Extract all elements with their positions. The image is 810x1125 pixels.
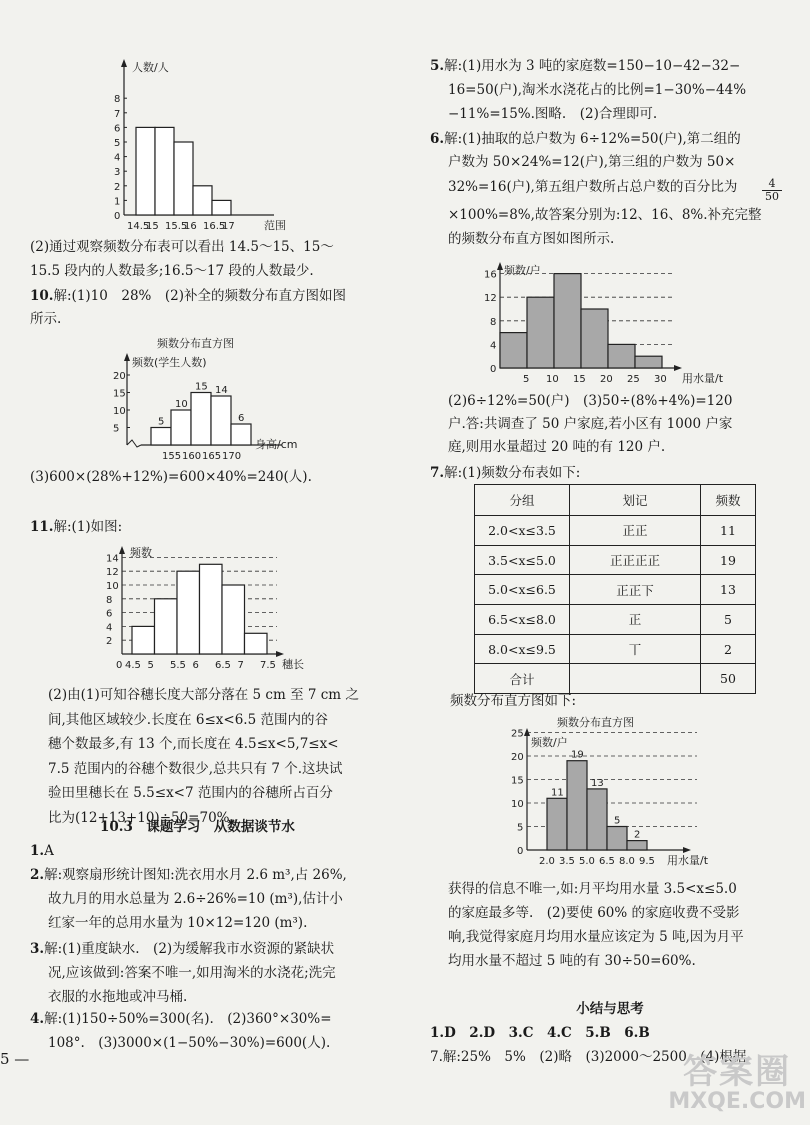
y-axis-arrow xyxy=(524,728,530,736)
table-row xyxy=(475,605,756,635)
summary-title: 小结与思考 xyxy=(576,1001,644,1017)
chart-title: 频数分布直方图 xyxy=(157,337,234,350)
text-line: 户.答:共调查了 50 户家庭,若小区有 1000 户家 xyxy=(448,416,733,432)
text-line: 解:(1)重度缺水. (2)为缓解我市水资源的紧缺状 xyxy=(44,941,335,957)
q9-text-line: (2)通过观察频数分布表可以看出 14.5～15、15～ xyxy=(30,239,334,255)
x-axis-label: 用水量/t xyxy=(667,854,709,867)
y-axis-label: 人数/人 xyxy=(132,61,169,74)
x-tick-label: 7.5 xyxy=(260,660,276,671)
y-tick-label: 12 xyxy=(106,567,119,579)
table-cell: 13 xyxy=(701,575,756,605)
y-axis-arrow xyxy=(124,353,130,361)
y-tick-label: 0 xyxy=(517,846,524,857)
histogram-bar xyxy=(212,200,231,215)
text-line: 比为(12+13+10)÷50=70%. xyxy=(48,809,234,826)
question-number: 6. xyxy=(430,131,445,147)
text-line: 16=50(户),淘米水浇花占的比例=1−30%−44% xyxy=(448,82,747,98)
table-cell: 50 xyxy=(701,664,756,694)
y-tick-label: 2 xyxy=(114,181,121,193)
histogram-bar xyxy=(607,827,627,851)
histogram-bar xyxy=(500,333,527,368)
histogram-bar xyxy=(191,393,211,446)
question-number: 5. xyxy=(430,58,445,74)
y-axis-arrow xyxy=(497,262,503,270)
y-tick-label: 1 xyxy=(114,196,121,208)
x-axis-label: 穗长 xyxy=(282,658,304,671)
histogram-bar xyxy=(608,344,635,368)
x-tick-label: 15 xyxy=(146,221,159,232)
x-tick-label: 6 xyxy=(192,660,199,671)
text-line: 故九月的用水总量为 2.6÷26%=10 (m³),估计小 xyxy=(48,891,343,907)
bar-data-label: 10 xyxy=(175,399,188,410)
text-line: 的家庭最多等. (2)要使 60% 的家庭收费不受影 xyxy=(448,905,740,921)
y-tick-label: 7 xyxy=(114,108,121,120)
question-number: 2. xyxy=(30,867,45,883)
text-line: 庭,则用水量超过 20 吨的有 120 户. xyxy=(448,439,666,455)
y-tick-label: 10 xyxy=(106,581,119,592)
table-cell: 2.0<x≤3.5 xyxy=(475,516,570,546)
x-tick-label: 30 xyxy=(654,374,667,385)
x-tick-label: 155 xyxy=(162,451,182,462)
frequency-table xyxy=(474,484,756,694)
y-tick-label: 3 xyxy=(114,167,121,179)
y-tick-label: 4 xyxy=(490,340,497,352)
text-line: −11%=15%.图略. (2)合理即可. xyxy=(448,106,658,122)
x-tick-label: 7 xyxy=(237,660,244,671)
table-header-cell: 频数 xyxy=(701,485,756,516)
table-cell: 6.5<x≤8.0 xyxy=(475,605,570,635)
x-tick-label: 5.0 xyxy=(579,856,595,867)
watermark-logo-text: 答案圈 xyxy=(683,1052,792,1092)
table-cell: 8.0<x≤9.5 xyxy=(475,634,570,664)
axis-break xyxy=(127,440,141,447)
x-tick-label: 170 xyxy=(222,451,242,462)
histogram-bar xyxy=(527,297,554,368)
bar-data-label: 6 xyxy=(238,413,245,424)
table-header-cell: 划记 xyxy=(570,485,701,516)
summary-answers: 1.D 2.D 3.C 4.C 5.B 6.B xyxy=(430,1025,650,1041)
y-tick-label: 10 xyxy=(113,406,126,417)
question-number: 3. xyxy=(30,941,45,957)
histogram-bar xyxy=(222,585,245,654)
text-line: 响,我觉得家庭月均用水量应该定为 5 吨,因为月平 xyxy=(448,929,744,945)
table-header-cell: 分组 xyxy=(475,485,570,516)
histogram-ear-length xyxy=(100,540,330,675)
histogram-bar xyxy=(151,428,171,446)
x-tick-label: 6.5 xyxy=(215,660,231,671)
x-axis-arrow xyxy=(276,651,284,657)
numbered-line xyxy=(30,866,347,884)
bar-data-label: 19 xyxy=(571,749,584,761)
table-row xyxy=(475,545,756,575)
y-tick-label: 16 xyxy=(484,269,497,281)
text-line: 况,应该做到:答案不唯一,如用淘米的水浇花;洗完 xyxy=(48,965,336,981)
x-tick-label: 160 xyxy=(182,451,202,462)
y-tick-label: 2 xyxy=(106,636,113,648)
numbered-line xyxy=(30,940,334,958)
x-axis-label: 范围 xyxy=(264,219,286,232)
histogram-water-usage-2 xyxy=(505,712,755,877)
y-tick-label: 20 xyxy=(113,371,126,382)
question-number: 10. xyxy=(30,288,54,304)
y-tick-label: 12 xyxy=(484,293,497,305)
text-line: 均用水量不超过 5 吨的有 30÷50=60%. xyxy=(448,953,696,969)
question-number: 7. xyxy=(430,465,445,481)
text-line: 32%=16(户),第五组户数所占总户数的百分比为 xyxy=(448,179,738,195)
bar-data-label: 5 xyxy=(614,815,621,827)
histogram-bar xyxy=(155,599,178,654)
text-line: 的频数分布直方图如图所示. xyxy=(448,231,615,247)
watermark xyxy=(668,1052,806,1117)
y-tick-label: 5 xyxy=(517,822,524,834)
table-row xyxy=(475,664,756,694)
histogram-bar xyxy=(136,127,155,215)
numbered-line xyxy=(30,1010,332,1028)
text-line: 解:观察扇形统计图知:洗衣用水月 2.6 m³,占 26%, xyxy=(44,867,347,883)
table-cell xyxy=(570,664,701,694)
x-tick-label: 8.0 xyxy=(619,856,635,867)
y-tick-label: 25 xyxy=(511,728,524,740)
summary-q7: 7.解:25% 5% (2)略 (3)2000～2500 (4)根据 xyxy=(430,1049,747,1065)
histogram-bar xyxy=(200,564,223,654)
text-line: 间,其他区域较少.长度在 6≤x<6.5 范围内的谷 xyxy=(48,711,328,728)
x-axis-label: 身高/cm xyxy=(255,438,298,451)
x-tick-label: 16.5 xyxy=(203,221,226,232)
histogram-bar xyxy=(547,798,567,850)
y-axis-label: 频数 xyxy=(130,546,152,559)
table-header-row xyxy=(475,485,756,516)
x-tick-label: 20 xyxy=(600,374,613,385)
y-axis-label: 频数/户 xyxy=(504,264,541,277)
y-tick-label: 0 xyxy=(490,364,497,375)
bar-data-label: 11 xyxy=(551,787,564,799)
table-row xyxy=(475,516,756,546)
histogram-bar xyxy=(171,410,191,445)
histogram-bar xyxy=(193,186,212,215)
y-axis-arrow xyxy=(121,59,127,67)
histogram-bar xyxy=(587,789,607,850)
x-tick-label: 17 xyxy=(222,221,235,232)
histogram-bar xyxy=(174,142,193,215)
table-cell: 19 xyxy=(701,545,756,575)
histogram-bar xyxy=(567,761,587,850)
y-tick-label: 8 xyxy=(106,594,113,606)
x-tick-label: 5 xyxy=(523,374,530,385)
page-number: 5 — xyxy=(0,1050,30,1068)
histogram-bar xyxy=(155,127,174,215)
table-cell: 合计 xyxy=(475,664,570,694)
y-tick-label: 14 xyxy=(106,553,119,565)
table-cell: 2 xyxy=(701,634,756,664)
x-axis-arrow xyxy=(674,365,682,371)
x-axis-arrow xyxy=(683,847,691,853)
text-line: 解:(1)150÷50%=300(名). (2)360°×30%= xyxy=(44,1011,332,1027)
bar-data-label: 2 xyxy=(634,829,641,841)
text-line: 解:(1)抽取的总户数为 6÷12%=50(户),第二组的 xyxy=(444,131,741,147)
x-tick-label: 16 xyxy=(184,221,197,232)
text-line: ×100%=8%,故答案分别为:12、16、8%.补充完整 xyxy=(448,207,762,223)
y-tick-label: 6 xyxy=(106,608,113,620)
x-tick-label: 4.5 xyxy=(125,660,141,671)
x-tick-label: 25 xyxy=(627,374,640,385)
x-tick-label: 6.5 xyxy=(599,856,615,867)
histogram-bar xyxy=(554,274,581,368)
table-cell: 5.0<x≤6.5 xyxy=(475,575,570,605)
table-cell: 3.5<x≤5.0 xyxy=(475,545,570,575)
q9-text-line: 15.5 段内的人数最多;16.5～17 段的人数最少. xyxy=(30,263,314,279)
histogram-height xyxy=(115,335,355,465)
text-line: (2)由(1)可知谷穗长度大部分落在 5 cm 至 7 cm 之 xyxy=(48,687,359,703)
text-line: (2)6÷12%=50(户) (3)50÷(8%+4%)=120 xyxy=(448,393,733,409)
x-tick-label: 9.5 xyxy=(639,856,655,867)
section-title: 10.3 课题学习 从数据谈节水 xyxy=(100,819,295,835)
text-line: 红家一年的总用水量为 10×12=120 (m³). xyxy=(48,915,308,931)
histogram-bar xyxy=(627,841,647,850)
table-cell: 正正正正 xyxy=(570,545,701,575)
y-tick-label: 8 xyxy=(114,94,121,106)
q10-text-line: 所示. xyxy=(30,311,62,327)
bar-data-label: 13 xyxy=(591,777,604,789)
x-tick-label: 14.5 xyxy=(127,221,150,232)
table-cell: 正 xyxy=(570,605,701,635)
histogram-age-range xyxy=(100,55,340,235)
histogram-bar xyxy=(231,424,251,445)
bar-data-label: 5 xyxy=(158,416,165,428)
bar-data-label: 15 xyxy=(195,381,208,393)
text-line: 验田里穗长在 5.5≤x<7 范围内的谷穗所占百分 xyxy=(48,785,333,801)
y-tick-label: 0 xyxy=(114,211,121,222)
histogram-water-usage xyxy=(484,258,730,388)
table-cell: 正正 xyxy=(570,516,701,546)
watermark-url: MXQE.COM xyxy=(668,1089,806,1114)
histogram-bar xyxy=(245,633,268,654)
question-number: 1. xyxy=(30,843,45,859)
q10-text-line: 解:(1)10 28% (2)补全的频数分布直方图如图 xyxy=(53,288,346,304)
histogram-bar xyxy=(581,309,608,368)
q10-text-line: (3)600×(28%+12%)=600×40%=240(人). xyxy=(30,469,312,485)
text-line: 获得的信息不唯一,如:月平均用水量 3.5<x≤5.0 xyxy=(448,881,737,897)
table-cell: 正正下 xyxy=(570,575,701,605)
s1-answer: A xyxy=(44,843,54,859)
x-tick-label: 15.5 xyxy=(165,221,188,232)
histogram-bar xyxy=(635,356,662,368)
text-line: 108°. (3)3000×(1−50%−30%)=600(人). xyxy=(48,1035,331,1051)
bar-data-label: 14 xyxy=(215,385,228,396)
text-line: 解:(1)用水为 3 吨的家庭数=150−10−42−32− xyxy=(444,58,741,74)
r7-text-line: 解:(1)频数分布表如下: xyxy=(444,465,581,481)
y-tick-label: 5 xyxy=(113,423,120,435)
x-tick-label: 2.0 xyxy=(539,856,555,867)
text-line: 7.5 范围内的谷穗个数很少,总共只有 7 个.这块试 xyxy=(48,760,343,777)
y-axis-label: 频数(学生人数) xyxy=(132,356,207,369)
table-row xyxy=(475,575,756,605)
x-tick-label: 5 xyxy=(147,660,154,671)
table-cell: 5 xyxy=(701,605,756,635)
histogram-bar xyxy=(177,571,200,654)
fraction xyxy=(762,178,782,203)
x-tick-label: 10 xyxy=(546,374,559,385)
numbered-line xyxy=(430,130,741,148)
y-tick-label: 10 xyxy=(511,799,524,810)
x-tick-label: 3.5 xyxy=(559,856,575,867)
x-tick-label: 5.5 xyxy=(170,660,186,671)
y-tick-label: 4 xyxy=(106,622,113,634)
text-line: 穗个数最多,有 13 个,而长度在 4.5≤x<5,7≤x< xyxy=(48,736,339,752)
fraction-numerator: 4 xyxy=(762,178,782,191)
x-tick-label: 165 xyxy=(202,451,222,462)
y-tick-label: 6 xyxy=(114,123,121,135)
y-tick-label: 5 xyxy=(114,138,121,149)
histogram-bar xyxy=(211,396,231,445)
table-row xyxy=(475,634,756,664)
x-tick-label: 15 xyxy=(573,374,586,385)
x-tick-label: 0 xyxy=(116,660,123,671)
q11-text-line: 解:(1)如图: xyxy=(53,519,123,535)
chart-title: 频数分布直方图 xyxy=(557,716,634,729)
y-tick-label: 4 xyxy=(114,152,121,164)
question-number: 4. xyxy=(30,1011,45,1027)
y-axis-label: 频数/户 xyxy=(531,736,568,749)
y-tick-label: 15 xyxy=(511,775,524,787)
histogram-bar xyxy=(132,626,155,654)
y-tick-label: 8 xyxy=(490,316,497,328)
fraction-denominator: 50 xyxy=(765,190,779,203)
text-line: 衣服的水拖地或冲马桶. xyxy=(48,989,188,1005)
table-cell: 11 xyxy=(701,516,756,546)
y-axis-arrow xyxy=(119,546,125,554)
x-axis-label: 用水量/t xyxy=(682,372,724,385)
numbered-line xyxy=(430,57,740,75)
y-tick-label: 20 xyxy=(511,752,524,763)
question-number: 11. xyxy=(30,519,54,535)
text-line: 户数为 50×24%=12(户),第三组的户数为 50× xyxy=(448,154,736,170)
r7-text-line: 频数分布直方图如下: xyxy=(450,693,577,709)
y-tick-label: 15 xyxy=(113,388,126,400)
table-cell: 丅 xyxy=(570,634,701,664)
